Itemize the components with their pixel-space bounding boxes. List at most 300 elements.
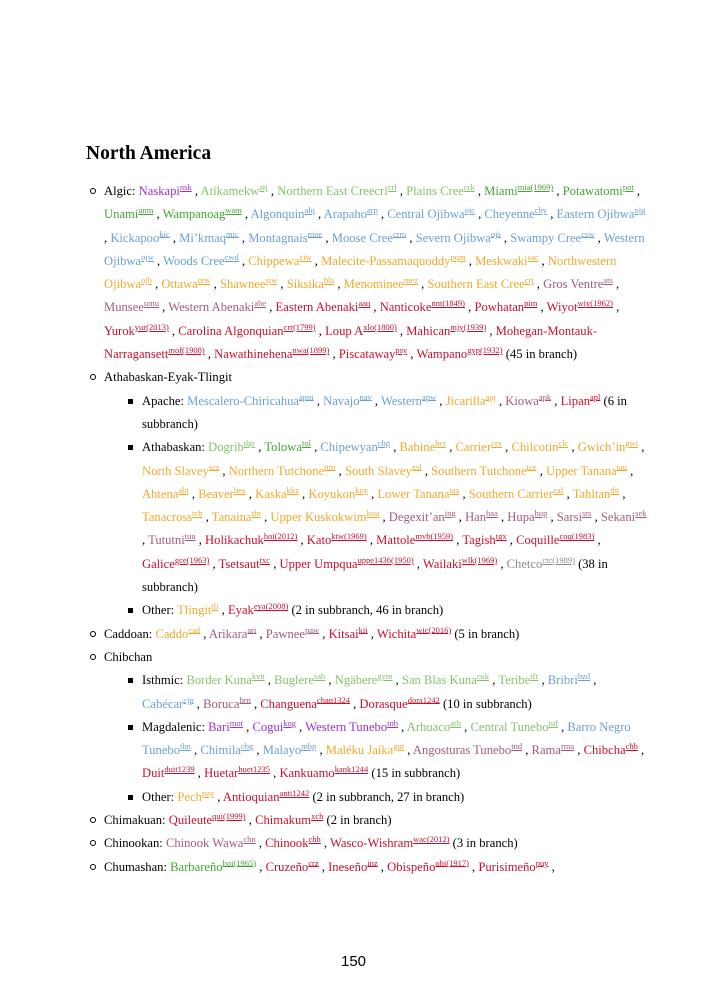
- language-link-babine[interactable]: [400, 440, 447, 454]
- language-code: wiy(1962): [577, 298, 613, 309]
- language-code: hup: [534, 507, 548, 518]
- language-code: wam: [225, 205, 242, 216]
- language-link-bari[interactable]: [208, 717, 244, 734]
- language-link-buglere[interactable]: [274, 673, 325, 687]
- language-code: crl: [387, 181, 397, 192]
- language-link-upper-umpqua[interactable]: [279, 554, 414, 571]
- language-code: apj: [485, 391, 496, 402]
- language-link-kiowa[interactable]: [505, 391, 552, 408]
- branch-count: (3 in branch): [452, 836, 518, 851]
- language-link-arikara[interactable]: [208, 624, 257, 641]
- language-link-chippewa[interactable]: [248, 251, 312, 268]
- language-name: Changuena: [260, 696, 317, 711]
- language-code: tuu: [184, 531, 196, 542]
- language-code: uppe1436(1950): [357, 554, 414, 565]
- language-link-yurok[interactable]: [104, 321, 169, 338]
- language-code: wic(2016): [416, 624, 452, 635]
- language-name: Malecite-Passamaquoddy: [321, 253, 451, 268]
- language-name: Barbareño: [170, 859, 223, 874]
- language-code: brn: [239, 694, 251, 705]
- language-link-loup-a[interactable]: [325, 321, 397, 338]
- language-name: Northwestern Ojibwa: [104, 253, 617, 292]
- subbranch-entry: Other: Pech$^{pay}$ , Antioquian$^{anti1242}$ (2 in subbranch, 27 in branch): [104, 786, 649, 809]
- language-code: chh: [308, 834, 321, 845]
- language-name: Bari: [208, 719, 230, 734]
- language-name: Tolowa: [264, 440, 302, 455]
- circle-bullet-icon: [90, 631, 96, 637]
- branch-count: (2 in branch): [326, 813, 392, 828]
- language-name: Western Abenaki: [168, 300, 255, 315]
- circle-bullet-icon: [90, 654, 96, 660]
- language-code: mof(1908): [168, 344, 205, 355]
- language-link-shawnee[interactable]: [220, 277, 277, 291]
- language-code: tcb: [192, 507, 203, 518]
- language-code: taa: [449, 484, 460, 495]
- language-link-gros-ventre[interactable]: [543, 277, 613, 291]
- language-code: cad: [188, 624, 201, 635]
- language-name: Wailaki: [422, 556, 462, 571]
- language-link-menominee[interactable]: [344, 277, 418, 291]
- language-link-sarsi[interactable]: [556, 507, 592, 525]
- language-name: Eyak: [227, 603, 254, 618]
- language-link-tahltan[interactable]: [572, 484, 620, 501]
- language-link-kankuamo[interactable]: [279, 766, 368, 780]
- language-link-eastern-abenaki[interactable]: [276, 300, 371, 314]
- language-link-tanaina[interactable]: [211, 507, 261, 525]
- language-code: pqm: [450, 251, 466, 262]
- language-link-beaver[interactable]: [198, 484, 246, 501]
- language-link-southern-carrier[interactable]: [468, 484, 564, 501]
- language-link-kaska[interactable]: [255, 484, 299, 501]
- language-name: Chippewa: [248, 253, 300, 268]
- language-link-western-abenaki[interactable]: [168, 300, 266, 314]
- language-code: inz: [367, 857, 378, 868]
- language-link-rama[interactable]: [531, 740, 575, 758]
- language-name: Gwich’in: [577, 440, 626, 455]
- language-link-jicarilla[interactable]: [445, 391, 496, 408]
- language-name: Purisimeño: [478, 859, 536, 874]
- language-link-chinook[interactable]: [265, 836, 321, 850]
- language-code: hoi(2012): [263, 531, 298, 542]
- language-name: Arikara: [208, 626, 248, 641]
- family-entry: Chinookan: Chinook Wawa$^{chn}$ , Chinook$^{chh}$ , Wasco-Wishram$^{wac(2012)}$ (3 in branch): [104, 832, 649, 855]
- language-name: Caddo: [155, 626, 189, 641]
- language-name: Chetco: [506, 556, 543, 571]
- language-name: Arapaho: [323, 207, 367, 222]
- language-name: Wasco-Wishram: [330, 836, 414, 851]
- language-code: chb: [625, 740, 638, 751]
- language-link-upper-tanana[interactable]: [546, 461, 628, 478]
- language-code: ctc(1989): [542, 554, 575, 565]
- language-link-hupa[interactable]: [507, 507, 548, 525]
- language-link-western-tunebo[interactable]: [305, 717, 399, 734]
- language-name: Carolina Algonquian: [178, 323, 284, 338]
- subbranch-label: Other:: [142, 603, 175, 618]
- branch-count: (15 in subbranch): [371, 766, 461, 781]
- language-name: Chinook: [265, 836, 309, 851]
- language-code: puy: [535, 857, 549, 868]
- language-name: Kiowa: [505, 393, 539, 408]
- language-link-kickapoo[interactable]: [110, 228, 170, 245]
- language-name: Teribe: [498, 673, 531, 688]
- language-link-galice[interactable]: [142, 554, 210, 571]
- language-name: Buglere: [274, 673, 314, 688]
- family-label: Chibchan: [104, 649, 153, 664]
- language-name: Plains Cree: [406, 184, 464, 198]
- language-code: tuf: [548, 717, 558, 728]
- language-name: Bribri: [547, 673, 578, 688]
- language-link-tanacross[interactable]: [142, 507, 203, 525]
- language-code: bzd: [577, 671, 591, 682]
- language-link-sekani[interactable]: [600, 507, 647, 525]
- language-code: tgx: [495, 531, 507, 542]
- language-link-purisime-o[interactable]: [478, 857, 549, 874]
- language-name: Tanacross: [142, 510, 193, 525]
- language-name: Duit: [142, 766, 165, 781]
- language-name: Cruzeño: [265, 859, 309, 874]
- language-link-han[interactable]: [465, 507, 498, 525]
- language-link-teribe[interactable]: [498, 673, 538, 687]
- language-link-caddo[interactable]: [155, 624, 201, 641]
- language-link-mescalero-chiricahua[interactable]: [187, 391, 314, 408]
- family-label: Caddoan:: [104, 626, 153, 641]
- language-link-wiyot[interactable]: [547, 300, 613, 314]
- language-link-tolowa[interactable]: [264, 440, 311, 454]
- language-link-severn-ojibwa[interactable]: [415, 228, 501, 245]
- language-link-cheyenne[interactable]: [484, 207, 547, 221]
- language-link-western[interactable]: [381, 391, 437, 408]
- language-link-arapaho[interactable]: [324, 207, 378, 221]
- language-name: Dorasque: [359, 696, 408, 711]
- language-code: srs: [581, 507, 592, 518]
- language-code: gym: [377, 671, 393, 682]
- circle-bullet-icon: [90, 864, 96, 870]
- language-code: nnt(1849): [431, 298, 465, 309]
- language-link-cogui[interactable]: [252, 717, 297, 734]
- language-code: pot: [622, 181, 634, 192]
- language-code: xch: [311, 810, 324, 821]
- language-link-nawathinehena[interactable]: [214, 344, 330, 362]
- language-name: Mahican: [406, 323, 451, 338]
- language-link-tututni[interactable]: [148, 533, 196, 547]
- language-code: tbn: [180, 740, 191, 751]
- language-code: ojb: [141, 275, 152, 285]
- language-link-holikachuk[interactable]: [205, 533, 297, 547]
- language-name: Montagnais: [248, 230, 308, 245]
- language-link-ottawa[interactable]: [161, 277, 210, 291]
- language-link-woods-cree[interactable]: [163, 251, 239, 268]
- language-link-pech[interactable]: [177, 787, 215, 804]
- language-link-inese-o[interactable]: [328, 857, 378, 874]
- language-link-algonquin[interactable]: [251, 207, 315, 221]
- language-link-lower-tanana[interactable]: [377, 484, 460, 501]
- language-link-antioquian[interactable]: [222, 787, 310, 804]
- language-link-tsetsaut[interactable]: [218, 554, 271, 571]
- language-code: alq: [304, 205, 315, 216]
- language-name: Han: [465, 510, 487, 525]
- language-name: San Blas Kuna: [401, 673, 477, 688]
- language-code: obi(1917): [435, 857, 469, 868]
- language-name: Lower Tanana: [377, 486, 450, 501]
- language-code: gce(1963): [174, 554, 210, 565]
- language-name: Chilcotin: [511, 440, 559, 455]
- language-link-tagish[interactable]: [462, 533, 506, 547]
- language-link-chimakum[interactable]: [255, 810, 324, 828]
- language-link-koyukon[interactable]: [308, 484, 368, 501]
- language-name: Mescalero-Chiricahua: [187, 393, 300, 408]
- language-link-southern-east-cree[interactable]: [427, 277, 533, 291]
- language-link-nanticoke[interactable]: [380, 300, 465, 314]
- language-name: Chimila: [200, 743, 241, 758]
- language-code: chy: [534, 205, 548, 216]
- language-name: Western Ojibwa: [104, 230, 645, 268]
- branch-count: (2 in subbranch, 27 in branch): [312, 789, 465, 804]
- language-link-chimila[interactable]: [200, 740, 254, 758]
- language-code: gwi: [625, 438, 639, 449]
- language-link-siksika[interactable]: [287, 277, 334, 291]
- language-name: Northern East Creecrl: [277, 184, 388, 198]
- language-code: yur(2013): [134, 321, 169, 332]
- language-code: sjw: [265, 275, 278, 285]
- language-name: Meskwaki: [475, 253, 528, 268]
- language-link-chetco[interactable]: [506, 554, 575, 571]
- language-code: mic: [226, 228, 239, 239]
- language-name: Cabécar: [142, 696, 184, 711]
- language-link-malayo[interactable]: [262, 740, 317, 758]
- language-name: Loup A: [325, 323, 364, 338]
- language-link-mattole[interactable]: [376, 533, 453, 547]
- language-code: paw: [304, 624, 320, 635]
- language-name: Ottawa: [161, 277, 198, 292]
- language-name: Shawnee: [219, 277, 266, 292]
- language-link-piscataway[interactable]: [338, 344, 408, 362]
- language-link-chilcotin[interactable]: [511, 440, 568, 454]
- language-name: Arhuaco: [406, 719, 451, 734]
- language-code: sek: [635, 507, 647, 518]
- language-link-san-blas-kuna[interactable]: [402, 673, 489, 687]
- language-name: Degexit’an: [388, 510, 445, 525]
- language-link-south-slavey[interactable]: [344, 461, 422, 478]
- language-link-potawatomi[interactable]: [562, 181, 634, 198]
- language-link-cruze-o[interactable]: [265, 857, 319, 874]
- language-link-gwich-in[interactable]: [578, 440, 638, 454]
- language-link-plains-cree[interactable]: [406, 181, 475, 198]
- language-link-swampy-cree[interactable]: [510, 228, 595, 245]
- language-code: mez: [403, 275, 418, 285]
- language-link-obispe-o[interactable]: [387, 857, 469, 874]
- language-name: Nawathinehena: [214, 347, 293, 362]
- language-name: Barro Negro Tunebo: [142, 719, 631, 758]
- language-name: Chimakum: [255, 813, 312, 828]
- subbranch-entry: Isthmic: Border Kuna$^{kvn}$ , Buglere$^{sab}$ , Ngäbere$^{gym}$ , San Blas Kuna$^{cuk}$ , Teribe$^{tfr}$ , Bribri$^{bzd}$ , Cabécar$^{cjp}$ , Boruca$^{brn}$ , Changuena$^{chan1324}$ , Dorasque$^{dora1242}$ (10 in subbranch): [104, 669, 649, 716]
- language-code: rma: [560, 740, 575, 751]
- family-entry: Chimakuan: Quileute$^{qui(1999)}$ , Chimakum$^{xch}$ (2 in branch): [104, 809, 649, 832]
- language-name: Kaska: [255, 486, 287, 501]
- language-link-coquille[interactable]: [516, 533, 594, 547]
- language-link-atikamekw[interactable]: [200, 181, 268, 198]
- language-link-upper-kuskokwim[interactable]: [270, 507, 380, 525]
- language-code: xlo(1800): [363, 321, 397, 332]
- branch-count: (10 in subbranch): [442, 696, 532, 711]
- language-link-meskwaki[interactable]: [475, 251, 539, 268]
- language-name: Nanticoke: [379, 300, 432, 315]
- language-link-powhatan[interactable]: [474, 300, 537, 314]
- language-code: crz: [308, 857, 319, 868]
- language-name: Severn Ojibwa: [415, 230, 491, 245]
- language-code: tau: [616, 461, 628, 472]
- language-link-miami[interactable]: [484, 181, 554, 198]
- language-link-montagnais[interactable]: [248, 228, 323, 245]
- language-name: Dogrib: [208, 440, 244, 455]
- language-link-degexit-an[interactable]: [388, 507, 456, 525]
- language-code: sac: [527, 251, 539, 262]
- language-name: Angosturas Tunebo: [412, 743, 512, 758]
- language-link-dorasque[interactable]: [359, 694, 440, 711]
- language-link-kato[interactable]: [307, 533, 367, 547]
- language-link-naskapi[interactable]: [138, 181, 192, 198]
- language-list: [104, 180, 649, 879]
- language-code: bea: [233, 484, 246, 495]
- language-link-central-ojibwa[interactable]: [387, 207, 475, 221]
- language-code: ojs: [490, 228, 501, 239]
- language-link-tlingit[interactable]: [177, 603, 218, 617]
- language-code: nwa(1899): [292, 344, 330, 355]
- language-code: tol: [301, 438, 311, 449]
- language-link-boruca[interactable]: [203, 694, 251, 711]
- language-code: kkz: [286, 484, 299, 495]
- section-heading: North America: [86, 143, 212, 164]
- language-link-mi-kmaq[interactable]: [179, 228, 239, 245]
- language-link-wasco-wishram[interactable]: [330, 836, 449, 850]
- page-number: 150: [340, 953, 367, 970]
- language-code: apl: [590, 391, 601, 402]
- language-link-unami[interactable]: [104, 207, 153, 221]
- language-link-changuena[interactable]: [260, 694, 350, 711]
- language-link-cab-car[interactable]: [142, 694, 194, 711]
- language-code: txc: [259, 554, 271, 565]
- square-bullet-icon: [128, 445, 133, 450]
- language-name: Beaver: [198, 486, 234, 501]
- language-name: Miami: [484, 184, 518, 198]
- language-link-central-tunebo[interactable]: [470, 717, 558, 734]
- language-link-chipewyan[interactable]: [320, 440, 390, 454]
- language-name: Pawnee: [265, 626, 305, 641]
- language-link-moose-cree[interactable]: [331, 228, 407, 245]
- language-code: psy: [395, 344, 408, 355]
- language-name: Central Tunebo: [470, 719, 549, 734]
- language-name: Wampano: [416, 347, 468, 362]
- language-code: sab: [313, 671, 326, 682]
- language-link-duit[interactable]: [142, 766, 195, 780]
- language-code: wac(2012): [413, 834, 450, 845]
- language-link-wampano[interactable]: [416, 344, 503, 362]
- circle-bullet-icon: [90, 840, 96, 846]
- language-link-dogrib[interactable]: [208, 440, 255, 454]
- language-link-navajo[interactable]: [323, 391, 372, 408]
- language-link-lipan[interactable]: [560, 391, 601, 408]
- language-link-mal-ku-ja-ka[interactable]: [325, 740, 405, 758]
- language-link-chinook-wawa[interactable]: [166, 836, 256, 850]
- language-link-carrier[interactable]: [456, 440, 503, 454]
- family-label: Chinookan:: [104, 836, 163, 851]
- language-name: Chinook Wawa: [165, 836, 244, 851]
- language-link-north-slavey[interactable]: [142, 461, 220, 478]
- language-name: Jicarilla: [445, 393, 486, 408]
- language-name: Tahltan: [572, 486, 611, 501]
- branch-count: (6 in subbranch): [142, 393, 627, 431]
- language-link-wailaki[interactable]: [422, 554, 498, 571]
- language-link-kitsai[interactable]: [328, 624, 368, 641]
- language-link-border-kuna[interactable]: [186, 673, 264, 687]
- language-name: Upper Kuskokwim: [270, 510, 367, 525]
- family-label: Algic:: [104, 184, 136, 198]
- language-link-huetar[interactable]: [204, 766, 270, 780]
- language-link-eyak[interactable]: [228, 603, 288, 617]
- subbranch-entry: Athabaskan: Dogrib$^{dgr}$ , Tolowa$^{tol}$ , Chipewyan$^{chp}$ , Babine$^{bcr}$ , Carrier$^{crx}$ , Chilcotin$^{clc}$ , $Gwich’in^{gwi}$ , North Slavey$^{scs}$ , Northern Tutchone$^{ttm}$ , South Slavey$^{xsl}$ , Southern Tutchone$^{tce}$ , Upper Tanana$^{tau}$ , Ahtena$^{aht}$ , Beaver$^{bea}$ , Kaska$^{kkz}$ , Koyukon$^{koy}$ , Lower Tanana$^{taa}$ , Southern Carrier$^{caf}$ , Tahltan$^{tht}$ , Tanacross$^{tcb}$ , Tanaina$^{tfn}$ , Upper Kuskokwim$^{kuu}$ , $Degexit’an^{ing}$ , Han$^{haa}$ , Hupa$^{hup}$ , Sarsi$^{srs}$ , Sekani$^{sek}$ , Tututni$^{tuu}$ , Holikachuk$^{hoi(2012)}$ , Kato$^{ktw(1969)}$ , Mattole$^{mvb(1959)}$ , Tagish$^{tgx}$ , Coquille$^{coq(1983)}$ , Galice$^{gce(1963)}$ , Tsetsaut$^{txc}$ , Upper Umpqua$^{uppe1436(1950)}$ , Wailaki$^{wlk(1969)}$ , Chetco$^{ctc(1989)}$ (38 in subbranch): [104, 436, 649, 599]
- language-name: Cheyenne: [484, 207, 535, 222]
- language-link-southern-tutchone[interactable]: [431, 461, 537, 478]
- family-entry: Chumashan: Barbareño$^{boi(1965)}$ , Cruzeño$^{crz}$ , Ineseño$^{inz}$ , Obispeño$^{obi(1917)}$ , Purisimeño$^{puy}$ ,: [104, 856, 649, 879]
- language-name: Chibcha: [583, 743, 626, 758]
- language-link-ng-bere[interactable]: [335, 673, 393, 687]
- language-code: crk: [463, 181, 475, 192]
- language-name: South Slavey: [344, 463, 412, 478]
- language-code: wlk(1969): [461, 554, 498, 565]
- square-bullet-icon: [128, 608, 133, 613]
- language-link-bribri[interactable]: [548, 673, 590, 687]
- language-link-pawnee[interactable]: [265, 624, 320, 641]
- language-name: Gros Ventre: [543, 277, 604, 292]
- language-code: cjp: [183, 694, 194, 705]
- language-link-eastern-ojibwa[interactable]: [557, 207, 646, 221]
- language-code: ing: [444, 507, 456, 518]
- language-code: clc: [558, 438, 569, 449]
- language-name: Quileute: [168, 813, 213, 828]
- language-link-northern-east-creecrl[interactable]: [277, 181, 397, 198]
- language-code: scs: [208, 461, 220, 472]
- language-link-munsee[interactable]: [104, 300, 159, 314]
- language-link-malecite-passamaquoddy[interactable]: [321, 251, 466, 268]
- language-code: kog: [283, 717, 297, 728]
- language-link-wichita[interactable]: [376, 624, 452, 641]
- language-name: Mi’kmaq: [179, 230, 226, 245]
- language-code: apm: [299, 391, 314, 402]
- language-code: ojc: [464, 205, 475, 216]
- language-code: otw: [197, 275, 211, 285]
- language-link-quileute[interactable]: [168, 810, 246, 828]
- language-name: Tlingit: [177, 603, 212, 618]
- subbranch-entry: Magdalenic: Bari$^{mot}$ , Cogui$^{kog}$ , Western Tunebo$^{tnb}$ , Arhuaco$^{arh}$ , Central Tunebo$^{tuf}$ , Barro Negro Tunebo$^{tbn}$ , Chimila$^{cbg}$ , Malayo$^{mbp}$ , Maléku Jaíka$^{gut}$ , Angosturas Tunebo$^{tnd}$ , Rama$^{rma}$ , Chibcha$^{chb}$ , Duit$^{duit1239}$ , Huetar$^{huet1235}$ , Kankuamo$^{kank1244}$ (15 in subbranch): [104, 716, 649, 786]
- language-link-barbare-o[interactable]: [170, 857, 257, 874]
- language-code: kic: [159, 228, 170, 239]
- language-code: mvb(1959): [415, 531, 454, 542]
- language-link-carolina-algonquian[interactable]: [178, 321, 316, 338]
- language-link-wampanoag[interactable]: [163, 207, 242, 221]
- language-name: Navajo: [323, 393, 360, 408]
- language-link-mahican[interactable]: [406, 321, 487, 338]
- language-link-northern-tutchone[interactable]: [228, 461, 336, 478]
- language-link-angosturas-tunebo[interactable]: [412, 740, 523, 758]
- language-name: Kitsai: [328, 626, 359, 641]
- language-code: duit1239: [164, 764, 195, 775]
- language-name: Babine: [399, 440, 436, 455]
- language-code: tfr: [530, 671, 539, 682]
- language-name: Mohegan-Montauk-Narragansett: [104, 323, 598, 362]
- language-link-arhuaco[interactable]: [406, 717, 462, 734]
- language-code: umu: [143, 298, 159, 309]
- language-link-chibcha[interactable]: [583, 740, 638, 758]
- language-link-ahtena[interactable]: [142, 484, 189, 501]
